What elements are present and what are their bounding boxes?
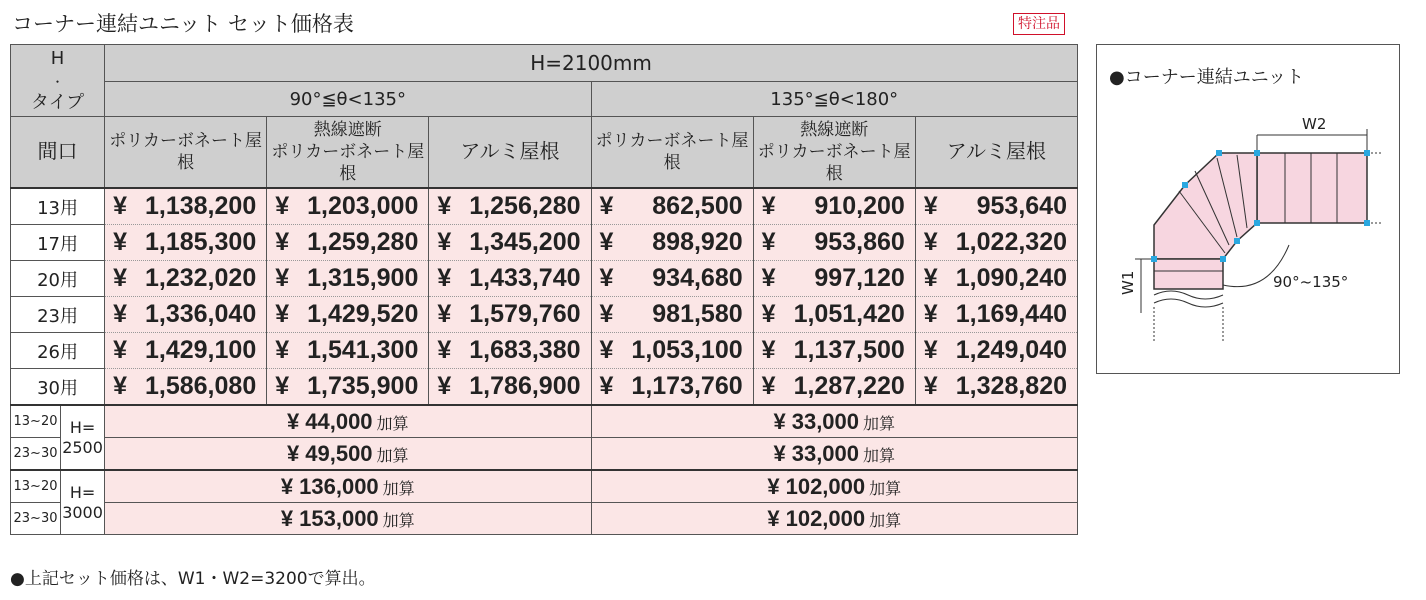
price-value: 1,315,900 — [307, 264, 419, 292]
price-value: 1,169,440 — [955, 300, 1067, 328]
yen-symbol: ¥ — [437, 192, 452, 220]
yen-symbol: ¥ — [275, 228, 290, 256]
w1-label: W1 — [1119, 270, 1137, 295]
price-cell — [591, 369, 753, 406]
yen-symbol: ¥ — [599, 228, 614, 256]
yen-symbol: ¥ — [437, 372, 452, 400]
table-row — [11, 297, 1078, 333]
option-range: 23~30 — [11, 438, 61, 471]
price-cell — [591, 188, 753, 225]
option-height: H= 2500 — [61, 405, 105, 470]
roof-type-header: 熱線遮断 ポリカーボネート屋根 — [267, 117, 429, 189]
option-row — [11, 438, 1078, 471]
price-value: 1,137,500 — [793, 336, 905, 364]
price-cell — [105, 297, 267, 333]
angle-label: 90°~135° — [1273, 273, 1349, 291]
price-value: 1,053,100 — [631, 336, 743, 364]
price-value: 1,232,020 — [145, 264, 257, 292]
yen-symbol: ¥ — [275, 192, 290, 220]
yen-symbol: ¥ — [923, 336, 938, 364]
price-value: 1,090,240 — [955, 264, 1067, 292]
price-cell — [429, 261, 591, 297]
yen-symbol: ¥ — [599, 336, 614, 364]
diagram-title: ●コーナー連結ユニット — [1109, 67, 1304, 88]
roof-type-header: ポリカーボネート屋根 — [105, 117, 267, 189]
price-cell — [915, 225, 1077, 261]
table-row — [11, 333, 1078, 369]
price-cell — [753, 188, 915, 225]
price-value: 1,051,420 — [793, 300, 905, 328]
corner-unit-diagram — [1096, 44, 1400, 374]
price-value: 1,173,760 — [631, 372, 743, 400]
price-value: 1,683,380 — [469, 336, 581, 364]
price-cell — [105, 225, 267, 261]
price-cell — [915, 261, 1077, 297]
option-range: 23~30 — [11, 503, 61, 535]
price-cell — [267, 188, 429, 225]
price-cell — [267, 261, 429, 297]
price-value: 1,586,080 — [145, 372, 257, 400]
price-value: 862,500 — [652, 192, 743, 220]
frontage-size: 20用 — [11, 261, 105, 297]
price-value: 1,256,280 — [469, 192, 581, 220]
price-value: 953,640 — [976, 192, 1067, 220]
yen-symbol: ¥ — [761, 300, 776, 328]
price-cell — [591, 225, 753, 261]
price-value: 981,580 — [652, 300, 743, 328]
option-price: ¥ 33,000 加算 — [591, 405, 1078, 438]
price-cell — [105, 188, 267, 225]
price-value: 934,680 — [652, 264, 743, 292]
table-row — [11, 188, 1078, 225]
price-value: 1,541,300 — [307, 336, 419, 364]
price-cell — [429, 333, 591, 369]
option-row — [11, 405, 1078, 438]
angle-group-2: 135°≦θ<180° — [591, 82, 1078, 117]
yen-symbol: ¥ — [275, 336, 290, 364]
price-cell — [105, 333, 267, 369]
price-cell — [915, 333, 1077, 369]
price-cell — [105, 261, 267, 297]
price-cell — [753, 225, 915, 261]
height-header: H=2100mm — [105, 45, 1078, 82]
price-cell — [753, 297, 915, 333]
price-value: 1,259,280 — [307, 228, 419, 256]
option-price: ¥ 33,000 加算 — [591, 438, 1078, 471]
roof-type-header: 熱線遮断 ポリカーボネート屋根 — [753, 117, 915, 189]
table-row — [11, 369, 1078, 406]
yen-symbol: ¥ — [437, 300, 452, 328]
frontage-size: 13用 — [11, 188, 105, 225]
price-table — [10, 44, 1078, 535]
price-cell — [267, 297, 429, 333]
option-price: ¥ 153,000 加算 — [105, 503, 591, 535]
price-cell — [753, 261, 915, 297]
price-value: 953,860 — [814, 228, 905, 256]
price-value: 1,287,220 — [793, 372, 905, 400]
price-cell — [429, 188, 591, 225]
roof-type-header: ポリカーボネート屋根 — [591, 117, 753, 189]
price-cell — [753, 333, 915, 369]
corner-unit-drawing — [1097, 45, 1399, 373]
yen-symbol: ¥ — [113, 372, 127, 400]
frontage-size: 30用 — [11, 369, 105, 406]
option-range: 13~20 — [11, 405, 61, 438]
price-cell — [591, 261, 753, 297]
yen-symbol: ¥ — [437, 228, 452, 256]
price-value: 898,920 — [652, 228, 743, 256]
yen-symbol: ¥ — [599, 372, 614, 400]
yen-symbol: ¥ — [113, 336, 127, 364]
price-value: 1,345,200 — [469, 228, 581, 256]
price-value: 1,786,900 — [469, 372, 581, 400]
option-price: ¥ 102,000 加算 — [591, 503, 1078, 535]
price-value: 1,735,900 — [307, 372, 419, 400]
price-value: 1,429,520 — [307, 300, 419, 328]
yen-symbol: ¥ — [761, 264, 776, 292]
price-cell — [267, 369, 429, 406]
price-value: 1,429,100 — [145, 336, 257, 364]
option-row — [11, 503, 1078, 535]
w2-label: W2 — [1302, 115, 1327, 133]
price-cell — [753, 369, 915, 406]
price-cell — [915, 369, 1077, 406]
price-value: 1,433,740 — [469, 264, 581, 292]
yen-symbol: ¥ — [599, 192, 614, 220]
yen-symbol: ¥ — [923, 228, 938, 256]
price-value: 1,328,820 — [955, 372, 1067, 400]
type-header: H ・ タイプ — [11, 45, 105, 117]
frontage-size: 26用 — [11, 333, 105, 369]
table-row — [11, 225, 1078, 261]
page-title: コーナー連結ユニット セット価格表 — [12, 12, 354, 36]
table-row — [11, 261, 1078, 297]
price-value: 1,138,200 — [145, 192, 257, 220]
yen-symbol: ¥ — [113, 192, 127, 220]
price-value: 910,200 — [814, 192, 905, 220]
yen-symbol: ¥ — [113, 300, 127, 328]
angle-group-1: 90°≦θ<135° — [105, 82, 591, 117]
yen-symbol: ¥ — [437, 336, 452, 364]
frontage-header: 間口 — [11, 117, 105, 189]
option-row — [11, 470, 1078, 503]
option-height: H= 3000 — [61, 470, 105, 535]
price-value: 1,249,040 — [955, 336, 1067, 364]
price-cell — [591, 297, 753, 333]
price-value: 1,579,760 — [469, 300, 581, 328]
yen-symbol: ¥ — [761, 372, 776, 400]
special-order-badge: 特注品 — [1013, 13, 1065, 35]
yen-symbol: ¥ — [761, 336, 776, 364]
roof-type-header: アルミ屋根 — [429, 117, 591, 189]
yen-symbol: ¥ — [923, 192, 938, 220]
roof-type-header: アルミ屋根 — [915, 117, 1077, 189]
yen-symbol: ¥ — [113, 228, 127, 256]
frontage-size: 23用 — [11, 297, 105, 333]
price-cell — [267, 225, 429, 261]
yen-symbol: ¥ — [923, 264, 938, 292]
yen-symbol: ¥ — [761, 192, 776, 220]
price-value: 1,022,320 — [955, 228, 1067, 256]
price-cell — [429, 369, 591, 406]
yen-symbol: ¥ — [113, 264, 127, 292]
yen-symbol: ¥ — [761, 228, 776, 256]
price-cell — [591, 333, 753, 369]
yen-symbol: ¥ — [275, 264, 290, 292]
frontage-size: 17用 — [11, 225, 105, 261]
option-range: 13~20 — [11, 470, 61, 503]
price-value: 997,120 — [814, 264, 905, 292]
price-cell — [267, 333, 429, 369]
price-cell — [429, 297, 591, 333]
price-value: 1,185,300 — [145, 228, 257, 256]
yen-symbol: ¥ — [923, 300, 938, 328]
yen-symbol: ¥ — [599, 300, 614, 328]
option-price: ¥ 136,000 加算 — [105, 470, 591, 503]
option-price: ¥ 44,000 加算 — [105, 405, 591, 438]
yen-symbol: ¥ — [275, 372, 290, 400]
price-cell — [915, 297, 1077, 333]
yen-symbol: ¥ — [275, 300, 290, 328]
price-value: 1,336,040 — [145, 300, 257, 328]
price-cell — [105, 369, 267, 406]
price-value: 1,203,000 — [307, 192, 419, 220]
price-cell — [429, 225, 591, 261]
option-price: ¥ 102,000 加算 — [591, 470, 1078, 503]
yen-symbol: ¥ — [437, 264, 452, 292]
yen-symbol: ¥ — [923, 372, 938, 400]
yen-symbol: ¥ — [599, 264, 614, 292]
option-price: ¥ 49,500 加算 — [105, 438, 591, 471]
footnote: ●上記セット価格は、W1・W2=3200で算出。 — [10, 569, 376, 589]
price-cell — [915, 188, 1077, 225]
